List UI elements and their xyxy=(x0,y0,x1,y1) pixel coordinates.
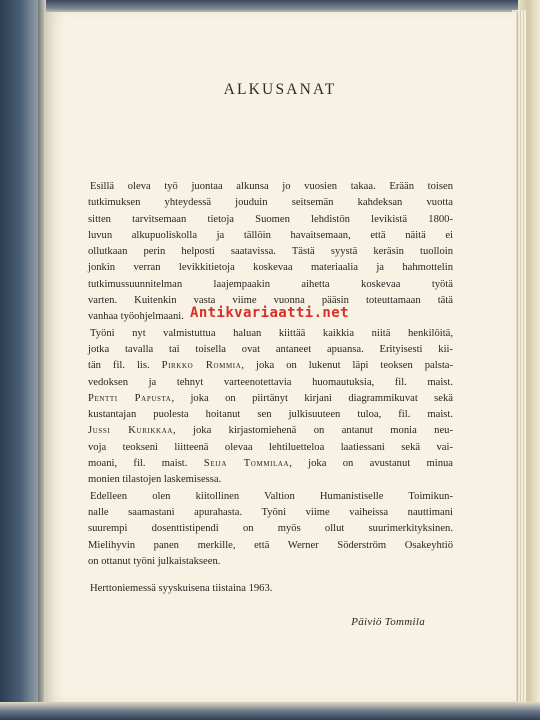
text-line: vedoksen ja tehnyt varteenotettavia huomautuksia, fil. maist. xyxy=(88,376,453,388)
text-fragment: , joka kirjastomiehenä on antanut monia neu- xyxy=(173,425,453,437)
text-line: suurempi dosenttistipendi on myös ollut suurimerkityksinen. xyxy=(88,523,453,535)
text-line xyxy=(88,391,453,407)
text-line: monien tilastojen laskemisessa. xyxy=(88,474,222,486)
text-line xyxy=(88,456,453,472)
book-cover-bottom-edge xyxy=(0,702,540,720)
text-line: nalle saamastani apurahasta. Työni viime vaiheissa nauttimani xyxy=(88,506,453,518)
text-line xyxy=(88,423,453,439)
text-line: Mielihyvin panen merkille, että Werner Söderström Osakeyhtiö xyxy=(88,539,453,551)
text-line: jotka tavalla tai toisella ovat antaneet apuansa. Erityisesti kii- xyxy=(88,343,453,355)
text-line: kustantajan puolesta hoitanut sen julkisuuteen tuloa, fil. maist. xyxy=(88,409,453,421)
person-name: Pentti Papusta xyxy=(88,392,172,404)
book-page xyxy=(44,12,516,702)
text-line: Esillä oleva työ juontaa alkunsa jo vuosien takaa. Erään toisen xyxy=(90,181,453,192)
text-line: jonkin verran levikkitietoja koskevaa materiaalia ja hahmottelin xyxy=(88,262,453,274)
text-line: ollutkaan perin helposti saatavissa. Tästä syystä keräsin tuolloin xyxy=(88,246,453,258)
text-line: vanhaa työohjelmaani. xyxy=(88,311,184,323)
text-line: Edelleen olen kiitollinen Valtion Humanistiselle Toimikun- xyxy=(90,490,453,502)
paragraph-2 xyxy=(88,326,453,489)
text-fragment: , joka on avustanut minua xyxy=(289,458,454,470)
text-line xyxy=(88,358,453,374)
text-line: tutkimuksen yhteydessä jouduin seitsemän kahdeksan vuotta xyxy=(88,197,453,209)
text-fragment: moani, fil. maist. xyxy=(88,458,204,470)
text-line: Työni nyt valmistuttua haluan kiittää kaikkia niitä henkilöitä, xyxy=(90,327,453,339)
watermark-logo: Antikvariaatti.net xyxy=(190,305,349,321)
person-name: Seija Tommilaa xyxy=(203,458,290,470)
place-and-date: Herttoniemessä syyskuisena tiistaina 1963. xyxy=(90,583,273,595)
paragraph-1 xyxy=(88,179,453,326)
person-name: Jussi Kurikkaa xyxy=(88,425,174,437)
book-cover-left-edge xyxy=(0,0,46,720)
text-line: sitten tarvitsemaan tietoja Suomen lehdistön levikistä 1800- xyxy=(88,213,453,225)
text-line: luvun alkupuoliskolla ja tällöin havaitsemaan, että näitä ei xyxy=(88,229,453,241)
text-line: on ottanut työni julkaistakseen. xyxy=(88,555,221,567)
text-line: varten. Kuitenkin vasta viime vuonna pääsin toteuttamaan tätä xyxy=(88,295,453,307)
text-line: tutkimussuunnitelman laajempaakin aihetta koskevaa työtä xyxy=(88,278,453,290)
text-line: voja teokseni liitteenä olevaa lehtiluetteloa laatiessani sekä vai- xyxy=(88,441,453,453)
text-fragment: tän fil. lis. xyxy=(88,360,162,372)
text-fragment: , joka on lukenut läpi teoksen palsta- xyxy=(241,360,453,372)
author-signature: Päiviö Tommila xyxy=(351,616,425,628)
page-title: ALKUSANAT xyxy=(223,81,337,98)
preface-body xyxy=(88,179,453,597)
person-name: Pirkko Rommia xyxy=(161,360,242,372)
paragraph-3 xyxy=(88,489,453,570)
text-fragment: , joka on piirtänyt kirjani diagrammikuvat sekä xyxy=(171,392,454,404)
